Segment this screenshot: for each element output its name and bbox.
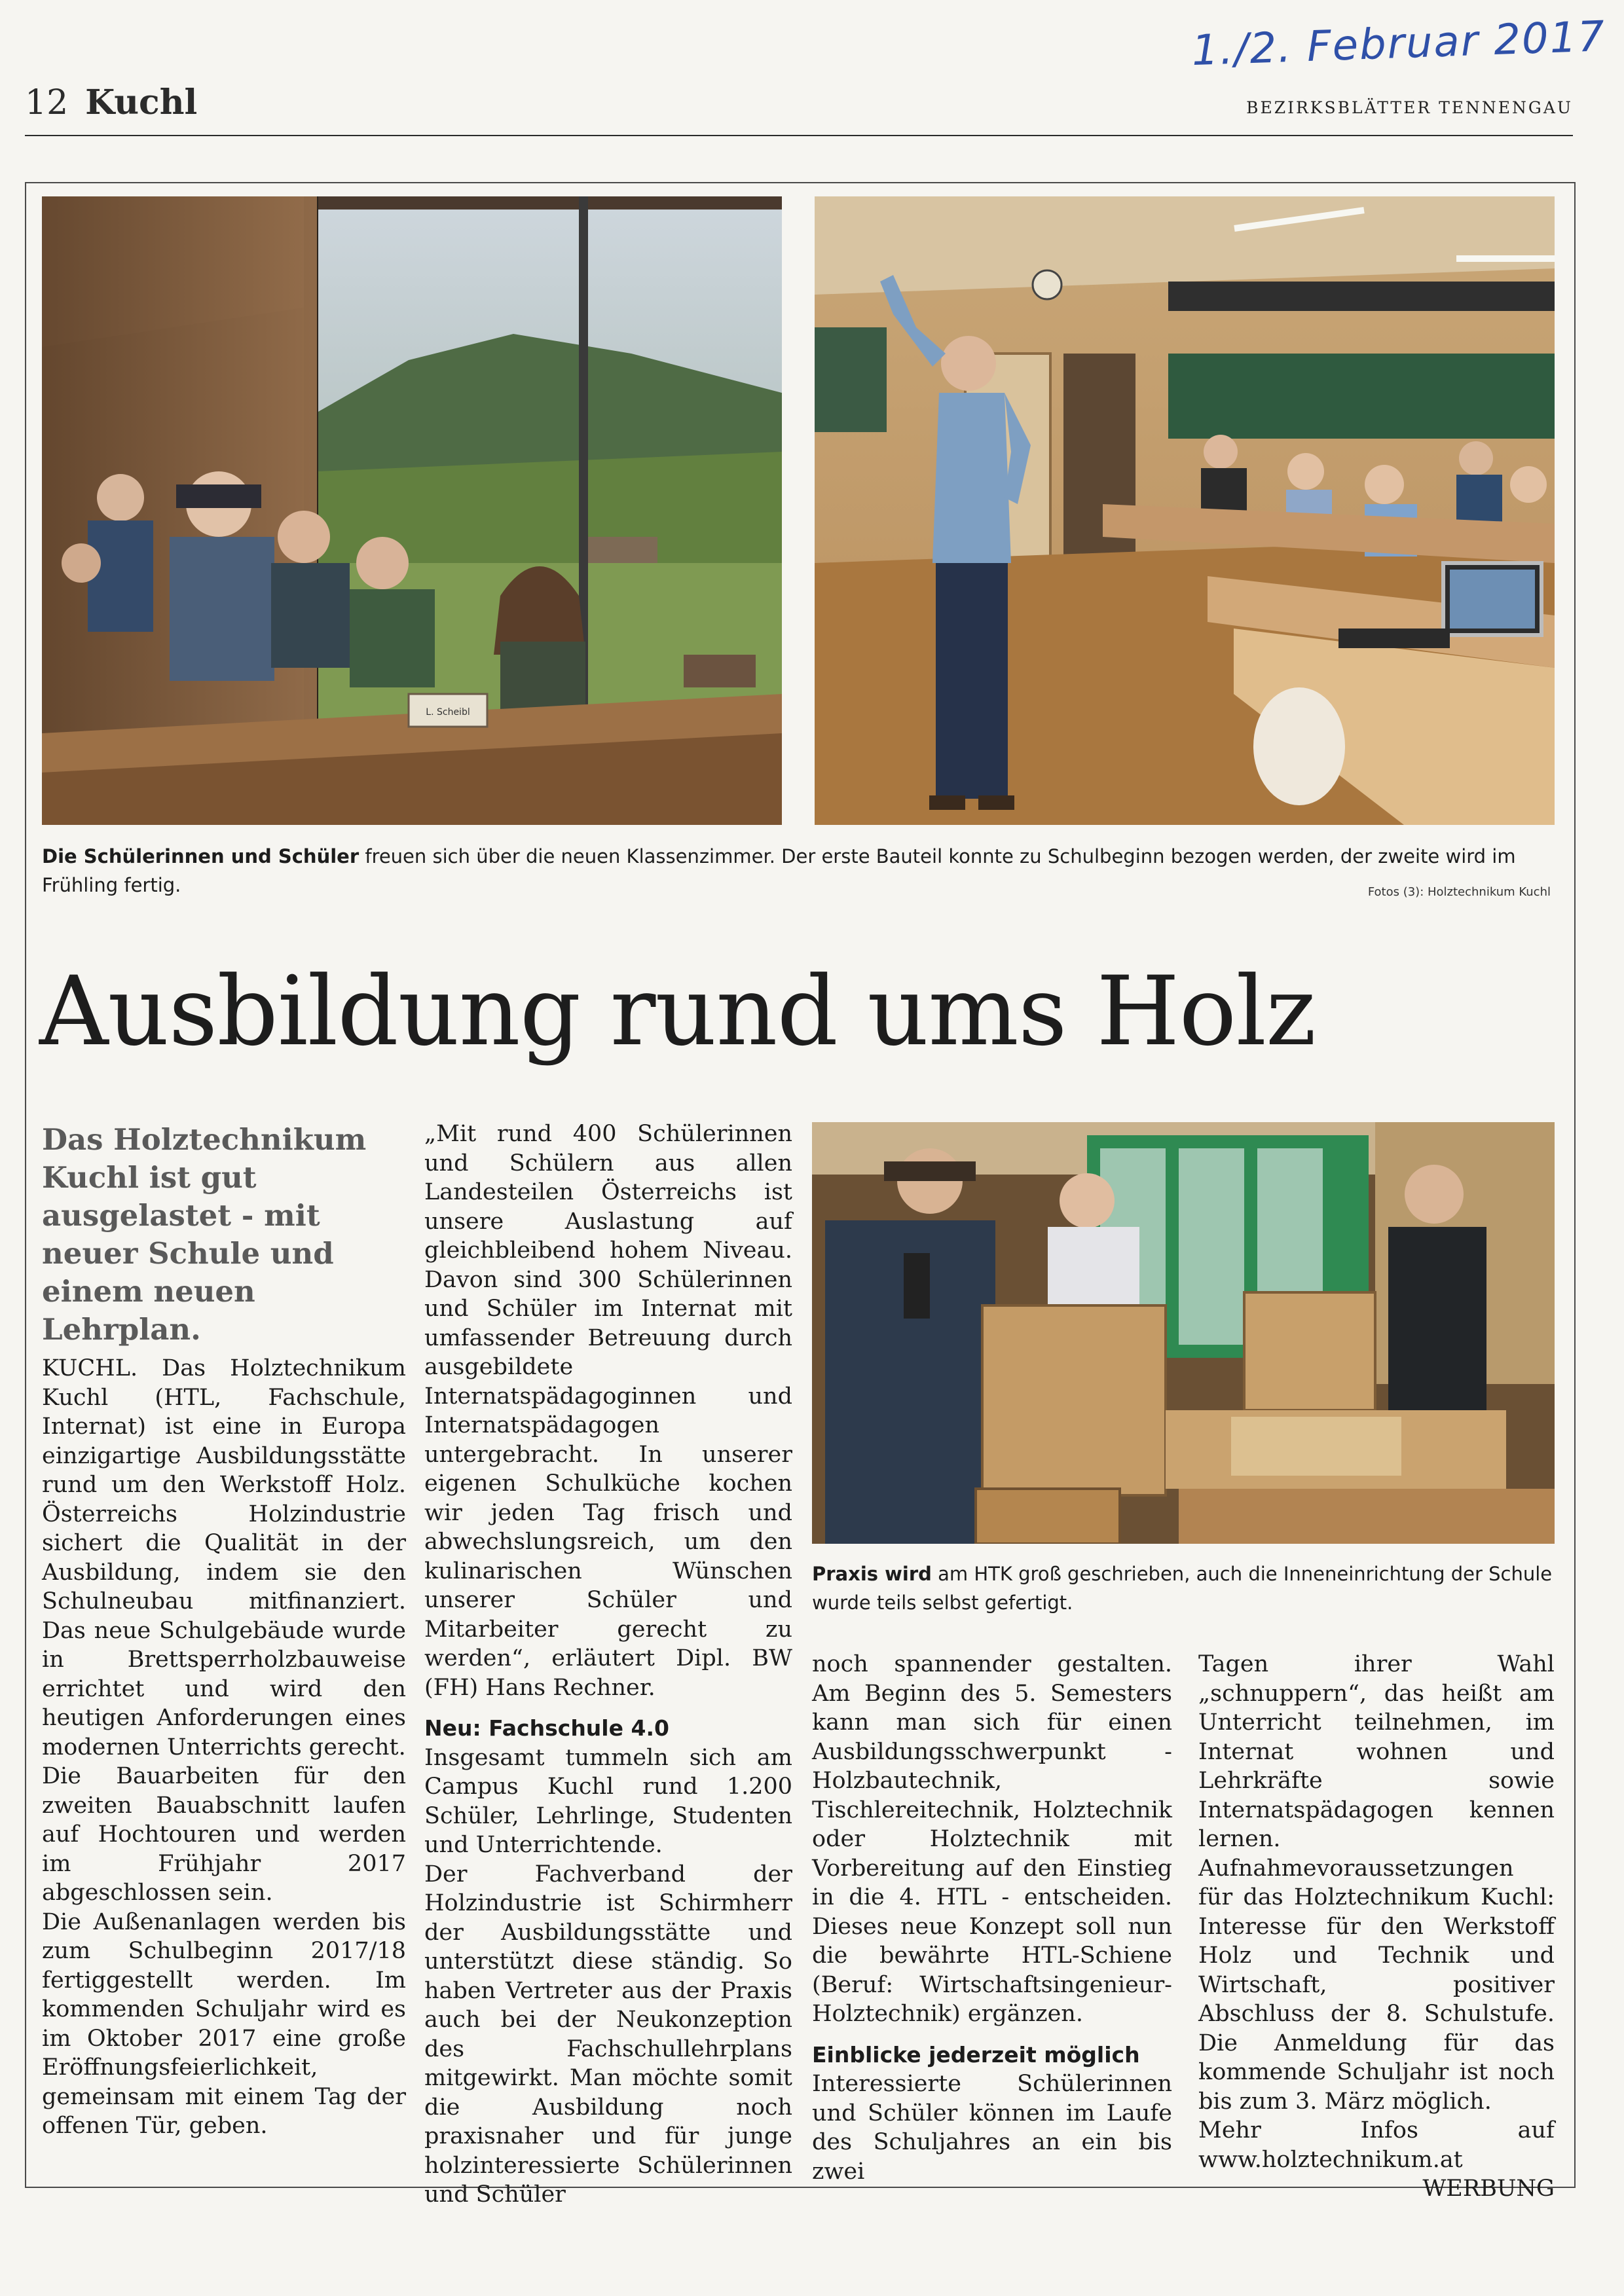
paragraph: Die Außenanlagen werden bis zum Schulbeginn 2017/18 fertiggestellt werden. Im kommenden Schuljahr wird es im Oktober 2017 eine große Eröffnungsfeierlichkeit, gemeinsam mit einem Tag der offenen Tür, geben.: [42, 1908, 406, 2139]
paragraph: Tagen ihrer Wahl „schnuppern“, das heißt am Unterricht teilnehmen, im Internat wohnen und Lehrkräfte sowie Internatspädagogen kennen lernen.: [1198, 1651, 1555, 1852]
page-number: 12: [25, 83, 69, 122]
article-column-1: [42, 1354, 406, 2141]
article-column-3: [812, 1650, 1172, 2186]
photo-teacher-classroom: [815, 196, 1555, 825]
photo-nameplate-text: L. Scheibl: [426, 707, 470, 718]
paragraph: noch spannender gestalten. Am Beginn des 5. Semesters kann man sich für einen Ausbildungsschwerpunkt - Holzbautechnik, Tischlereitechnik, Holztechnik oder Holztechnik mit Vorbereitung auf den Einstieg in die 4. HTL - entscheiden. Dieses neue Konzept soll nun die bewährte HTL-Schiene (Beruf: Wirtschaftsingenieur-Holztechnik) ergänzen.: [812, 1651, 1172, 2027]
handwritten-date: 1./2. Februar 2017: [1190, 12, 1607, 76]
article-headline: Ausbildung rund ums Holz: [39, 956, 1316, 1067]
more-info-link-text: Mehr Infos auf www.holztechnikum.at: [1198, 2117, 1555, 2173]
header-rule: [25, 135, 1573, 136]
photo-caption-workshop: [812, 1559, 1555, 1617]
paragraph: Die Bauarbeiten für den zweiten Bauabschnitt laufen auf Hochtouren und werden im Frühjahr 2017 abgeschlossen sein.: [42, 1763, 406, 1906]
caption-bold: Praxis wird: [812, 1563, 932, 1585]
closing-line: [1198, 2116, 1555, 2174]
photo-workshop: [812, 1122, 1555, 1544]
article-lead: Das Holztechnikum Kuchl ist gut ausgelastet - mit neuer Schule und einem neuen Lehrplan.: [42, 1122, 367, 1347]
ad-label: WERBUNG: [1422, 2176, 1555, 2202]
caption-text: am HTK groß geschrieben, auch die Inneneinrichtung der Schule wurde teils selbst gefertigt.: [812, 1563, 1553, 1614]
ad-label-line: [1198, 2174, 1555, 2204]
photo-students-classroom: [42, 196, 782, 825]
page-header: [25, 82, 197, 122]
subheading-fachschule: Neu: Fachschule 4.0: [424, 1715, 669, 1741]
paragraph: KUCHL. Das Holztechnikum Kuchl (HTL, Fachschule, Internat) ist eine in Europa einzigartige Ausbildungsstätte rund um den Werkstoff Holz. Österreichs Holzindustrie sichert die Qualität in der Ausbildung, indem sie den Schulneubau mitfinanziert. Das neue Schulgebäude wurde in Brettsperrholzbauweise errichtet und wird den heutigen Anforderungen eines modernen Unterrichts gerecht.: [42, 1355, 406, 1760]
article-column-2: [424, 1120, 792, 2210]
paragraph: Der Fachverband der Holzindustrie ist Schirmherr der Ausbildungsstätte und unterstützt diese ständig. So haben Vertreter aus der Praxis auch bei der Neukonzeption des Fachschullehrplans mitgewirkt. Man möchte somit die Ausbildung noch praxisnaher und für junge holzinteressierte Schülerinnen und Schüler: [424, 1861, 792, 2208]
paragraph: Aufnahmevoraussetzungen für das Holztechnikum Kuchl: Interesse für den Werkstoff Holz und Technik und Wirtschaft, positiver Abschluss der 8. Schulstufe. Die Anmeldung für das kommende Schuljahr ist noch bis zum 3. März möglich.: [1198, 1855, 1555, 2115]
article-column-4: [1198, 1650, 1555, 2204]
section-title: Kuchl: [85, 82, 198, 122]
photo-caption-main: [42, 842, 1555, 900]
caption-text: freuen sich über die neuen Klassenzimmer. Der erste Bauteil konnte zu Schulbeginn bezogen werden, der zweite wird im Frühling fertig.: [42, 845, 1516, 896]
photo-credit: Fotos (3): Holztechnikum Kuchl: [1367, 885, 1551, 899]
paragraph: Interessierte Schülerinnen und Schüler können im Laufe des Schuljahres an ein bis zwei: [812, 2071, 1172, 2185]
subheading-einblicke: Einblicke jederzeit möglich: [812, 2041, 1140, 2068]
publication-name: BEZIRKSBLÄTTER TENNENGAU: [1246, 98, 1573, 117]
quote-paragraph: „Mit rund 400 Schülerinnen und Schülern aus allen Landesteilen Österreichs ist unsere Auslastung auf gleichbleibend hohem Niveau. Davon sind 300 Schülerinnen und Schüler im Internat mit umfassender Betreuung durch ausgebildete Internatspädagoginnen und Internatspädagogen untergebracht. In unserer eigenen Schulküche kochen wir jeden Tag frisch und abwechslungsreich, um den kulinarischen Wünschen unserer Schüler und Mitarbeiter gerecht zu werden“, erläutert Dipl. BW (FH) Hans Rechner.: [424, 1121, 792, 1701]
paragraph: Insgesamt tummeln sich am Campus Kuchl rund 1.200 Schüler, Lehrlinge, Studenten und Unterrichtende.: [424, 1744, 792, 1858]
caption-bold: Die Schülerinnen und Schüler: [42, 845, 360, 867]
